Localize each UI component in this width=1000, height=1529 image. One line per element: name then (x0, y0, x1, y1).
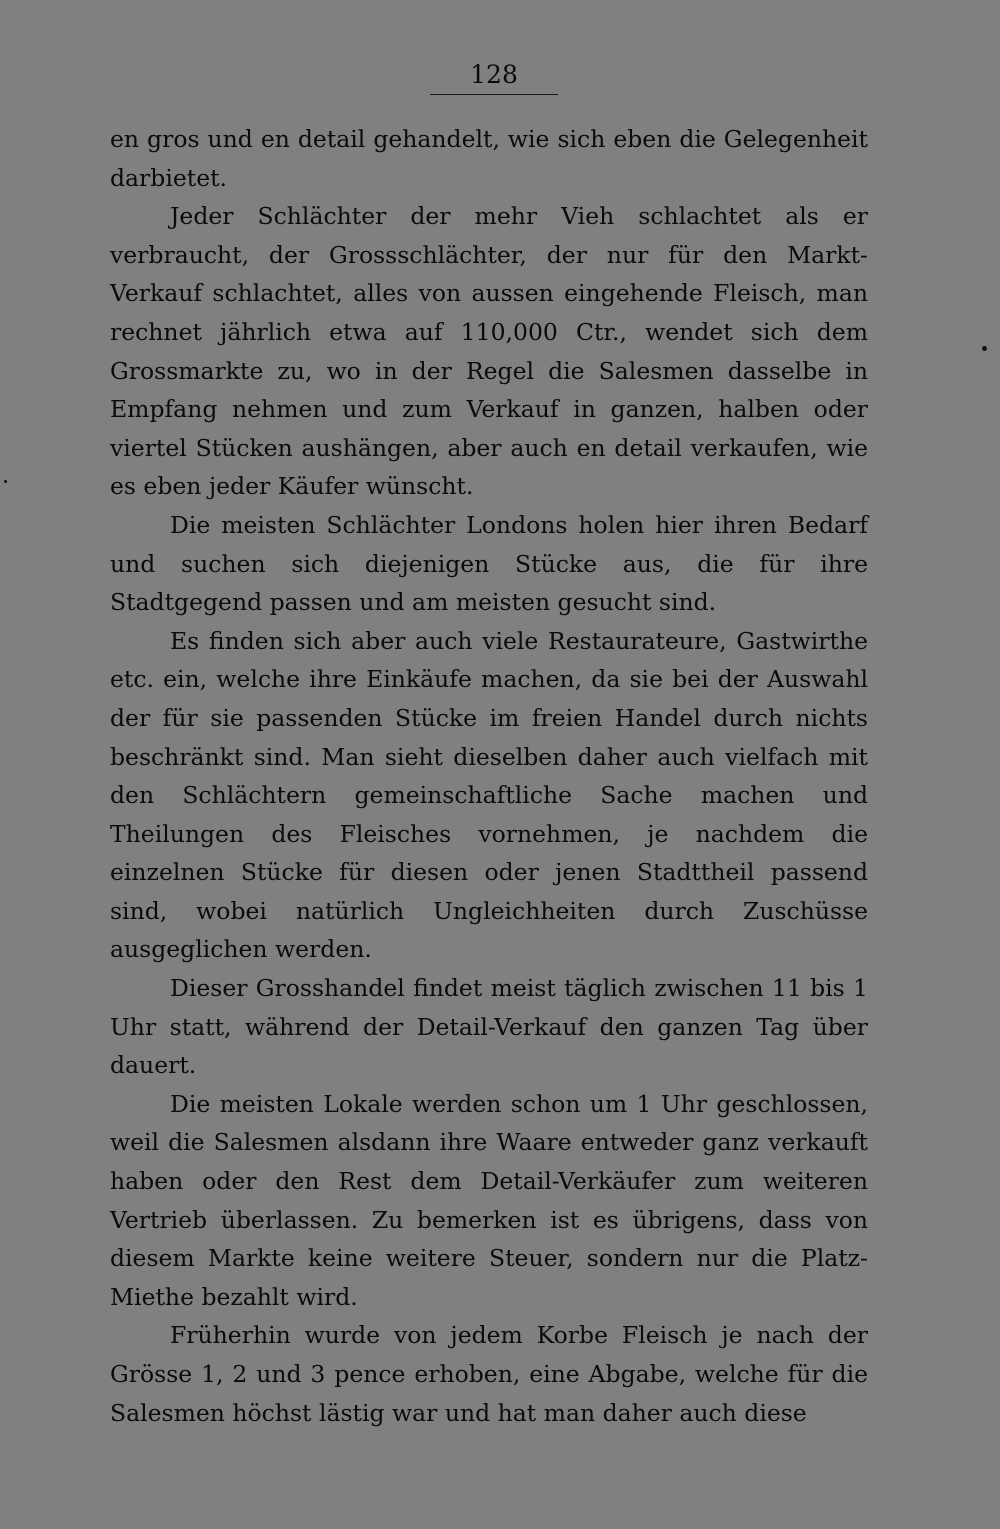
paragraph-7: Früherhin wurde von jedem Korbe Fleisch je nach der Grösse 1, 2 und 3 pence erhoben, eine Abgabe, welche für die Salesmen höchst lästig war und hat man daher auch diese (110, 1321, 868, 1427)
paragraph-5: Dieser Grosshandel findet meist täglich zwischen 11 bis 1 Uhr statt, während der Detail-Verkauf den ganzen Tag über dauert. (110, 974, 868, 1080)
body-text (110, 120, 868, 1432)
page-number: 128 (430, 58, 558, 95)
paragraph-1: en gros und en detail gehandelt, wie sich eben die Gelegenheit darbietet. (110, 125, 868, 192)
scan-speck (4, 480, 7, 483)
paragraph-4: Es finden sich aber auch viele Restaurateure, Gastwirthe etc. ein, welche ihre Einkäufe machen, da sie bei der Auswahl der für sie passenden Stücke im freien Handel durch nichts beschränkt sind. Man sieht dieselben daher auch vielfach mit den Schlächtern gemeinschaftliche Sache machen und Theilungen des Fleisches vornehmen, je nachdem die einzelnen Stücke für diesen oder jenen Stadttheil passend sind, wobei natürlich Ungleichheiten durch Zuschüsse ausgeglichen werden. (110, 626, 868, 964)
scan-speck (982, 346, 987, 351)
paragraph-3: Die meisten Schlächter Londons holen hier ihren Bedarf und suchen sich diejenigen Stücke aus, die für ihre Stadtgegend passen und am meisten gesucht sind. (110, 510, 868, 617)
paragraph-6: Die meisten Lokale werden schon um 1 Uhr geschlossen, weil die Salesmen alsdann ihre Waare entweder ganz verkauft haben oder den Rest dem Detail-Verkäufer zum weiteren Vertrieb überlassen. Zu bemerken ist es übrigens, dass von diesem Markte keine weitere Steuer, sondern nur die Platz-Miethe bezahlt wird. (110, 1089, 868, 1311)
paragraph-2: Jeder Schlächter der mehr Vieh schlachtet als er verbraucht, der Grossschlächter, der nur für den Markt-Verkauf schlachtet, alles von aussen eingehende Fleisch, man rechnet jährlich etwa auf 110,000 Ctr., wendet sich dem Grossmarkte zu, wo in der Regel die Salesmen dasselbe in Empfang nehmen und zum Verkauf in ganzen, halben oder viertel Stücken aushängen, aber auch en detail verkaufen, wie es eben jeder Käufer wünscht. (110, 202, 868, 501)
